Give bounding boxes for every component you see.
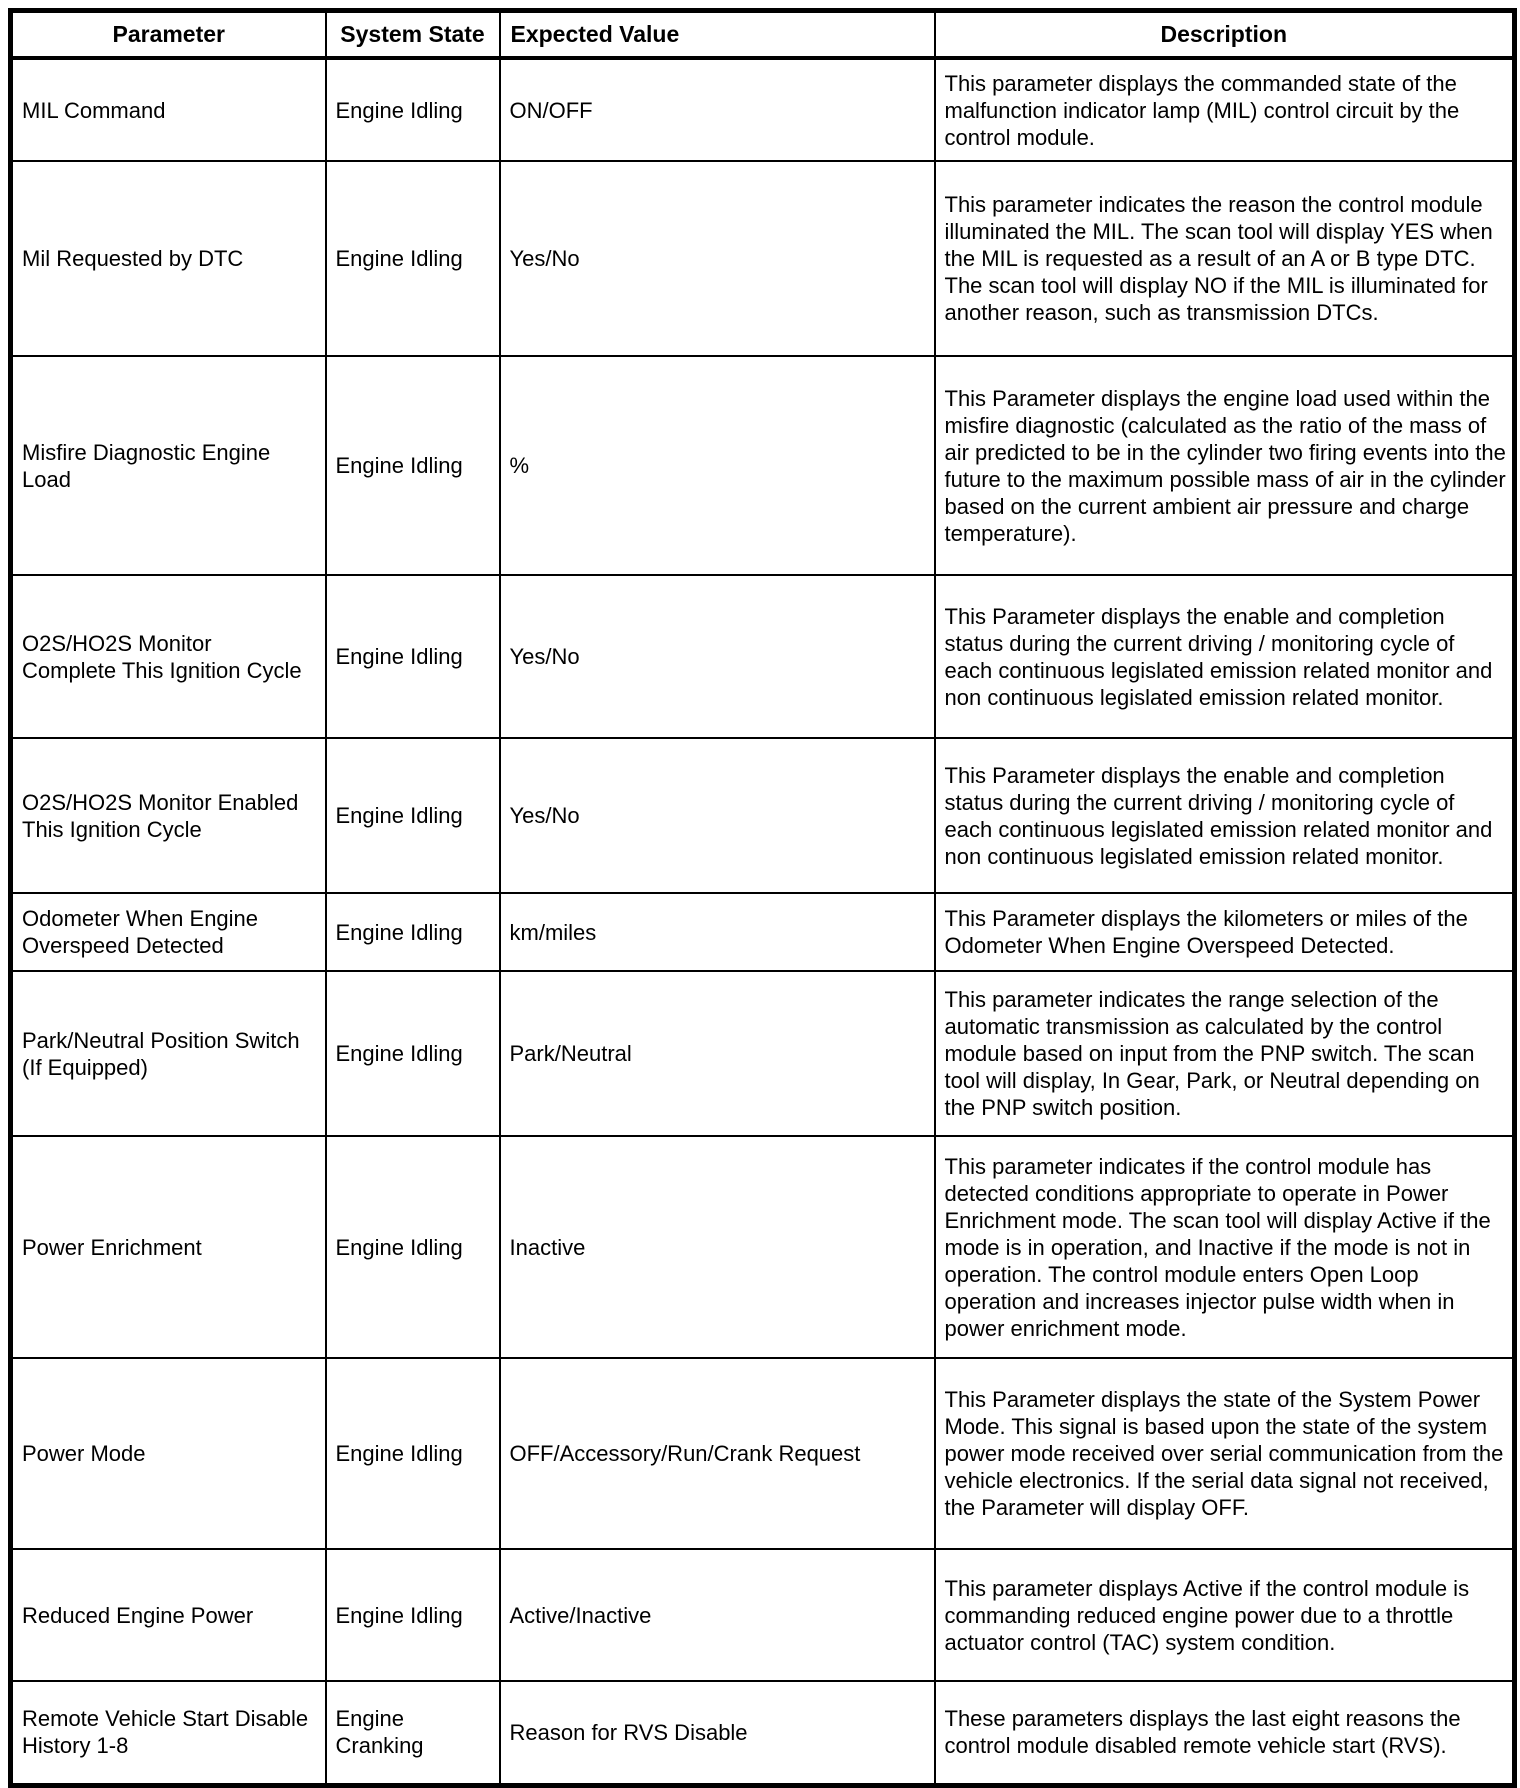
parameter-cell: Power Mode bbox=[11, 1358, 326, 1549]
header-cell-system-state: System State bbox=[326, 11, 500, 59]
system-state-cell: Engine Cranking bbox=[326, 1681, 500, 1785]
system-state-cell: Engine Idling bbox=[326, 1136, 500, 1358]
description-cell: This Parameter displays the engine load used within the misfire diagnostic (calculated as the ratio of the mass of air predicted to be in the cylinder two firing events into the future to the maximum possible mass of air in the cylinder based on the current ambient air pressure and charge temperature). bbox=[935, 356, 1515, 575]
system-state-cell: Engine Idling bbox=[326, 161, 500, 356]
system-state-cell: Engine Idling bbox=[326, 1358, 500, 1549]
system-state-cell: Engine Idling bbox=[326, 58, 500, 161]
system-state-cell: Engine Idling bbox=[326, 971, 500, 1136]
expected-value-cell: Yes/No bbox=[500, 575, 935, 738]
header-row bbox=[11, 11, 1515, 59]
parameter-cell: Misfire Diagnostic Engine Load bbox=[11, 356, 326, 575]
description-cell: This parameter indicates the reason the control module illuminated the MIL. The scan tool will display YES when the MIL is requested as a result of an A or B type DTC. The scan tool will display NO if the MIL is illuminated for another reason, such as transmission DTCs. bbox=[935, 161, 1515, 356]
table-row bbox=[11, 161, 1515, 356]
description-cell: This parameter displays the commanded state of the malfunction indicator lamp (MIL) control circuit by the control module. bbox=[935, 58, 1515, 161]
description-cell: This parameter indicates if the control module has detected conditions appropriate to operate in Power Enrichment mode. The scan tool will display Active if the mode is in operation, and Inactive if the mode is not in operation. The control module enters Open Loop operation and increases injector pulse width when in power enrichment mode. bbox=[935, 1136, 1515, 1358]
table-row bbox=[11, 971, 1515, 1136]
table-row bbox=[11, 738, 1515, 893]
parameter-cell: Power Enrichment bbox=[11, 1136, 326, 1358]
description-cell: These parameters displays the last eight reasons the control module disabled remote vehicle start (RVS). bbox=[935, 1681, 1515, 1785]
table-row bbox=[11, 1681, 1515, 1785]
expected-value-cell: km/miles bbox=[500, 893, 935, 971]
table-row bbox=[11, 575, 1515, 738]
description-cell: This parameter displays Active if the control module is commanding reduced engine power due to a throttle actuator control (TAC) system condition. bbox=[935, 1549, 1515, 1681]
parameter-cell: Remote Vehicle Start Disable History 1-8 bbox=[11, 1681, 326, 1785]
parameter-cell: Park/Neutral Position Switch (If Equipped) bbox=[11, 971, 326, 1136]
expected-value-cell: % bbox=[500, 356, 935, 575]
parameter-cell: MIL Command bbox=[11, 58, 326, 161]
expected-value-cell: ON/OFF bbox=[500, 58, 935, 161]
parameter-cell: Odometer When Engine Overspeed Detected bbox=[11, 893, 326, 971]
description-cell: This Parameter displays the kilometers or miles of the Odometer When Engine Overspeed Detected. bbox=[935, 893, 1515, 971]
description-cell: This parameter indicates the range selection of the automatic transmission as calculated by the control module based on input from the PNP switch. The scan tool will display, In Gear, Park, or Neutral depending on the PNP switch position. bbox=[935, 971, 1515, 1136]
expected-value-cell: Yes/No bbox=[500, 161, 935, 356]
description-cell: This Parameter displays the enable and completion status during the current driving / monitoring cycle of each continuous legislated emission related monitor and non continuous legislated emission related monitor. bbox=[935, 575, 1515, 738]
system-state-cell: Engine Idling bbox=[326, 738, 500, 893]
expected-value-cell: OFF/Accessory/Run/Crank Request bbox=[500, 1358, 935, 1549]
expected-value-cell: Inactive bbox=[500, 1136, 935, 1358]
table-row bbox=[11, 893, 1515, 971]
system-state-cell: Engine Idling bbox=[326, 893, 500, 971]
table-row bbox=[11, 1358, 1515, 1549]
parameter-cell: O2S/HO2S Monitor Complete This Ignition Cycle bbox=[11, 575, 326, 738]
table-row bbox=[11, 1136, 1515, 1358]
description-cell: This Parameter displays the enable and completion status during the current driving / monitoring cycle of each continuous legislated emission related monitor and non continuous legislated emission related monitor. bbox=[935, 738, 1515, 893]
system-state-cell: Engine Idling bbox=[326, 356, 500, 575]
parameter-cell: O2S/HO2S Monitor Enabled This Ignition Cycle bbox=[11, 738, 326, 893]
expected-value-cell: Active/Inactive bbox=[500, 1549, 935, 1681]
system-state-cell: Engine Idling bbox=[326, 575, 500, 738]
parameter-cell: Mil Requested by DTC bbox=[11, 161, 326, 356]
system-state-cell: Engine Idling bbox=[326, 1549, 500, 1681]
parameters-table bbox=[8, 8, 1517, 1788]
table-row bbox=[11, 356, 1515, 575]
table-row bbox=[11, 1549, 1515, 1681]
expected-value-cell: Reason for RVS Disable bbox=[500, 1681, 935, 1785]
expected-value-cell: Park/Neutral bbox=[500, 971, 935, 1136]
description-cell: This Parameter displays the state of the System Power Mode. This signal is based upon the state of the system power mode received over serial communication from the vehicle electronics. If the serial data signal not received, the Parameter will display OFF. bbox=[935, 1358, 1515, 1549]
table-row bbox=[11, 58, 1515, 161]
header-cell-expected-value: Expected Value bbox=[500, 11, 935, 59]
parameter-cell: Reduced Engine Power bbox=[11, 1549, 326, 1681]
header-cell-parameter: Parameter bbox=[11, 11, 326, 59]
expected-value-cell: Yes/No bbox=[500, 738, 935, 893]
header-cell-description: Description bbox=[935, 11, 1515, 59]
